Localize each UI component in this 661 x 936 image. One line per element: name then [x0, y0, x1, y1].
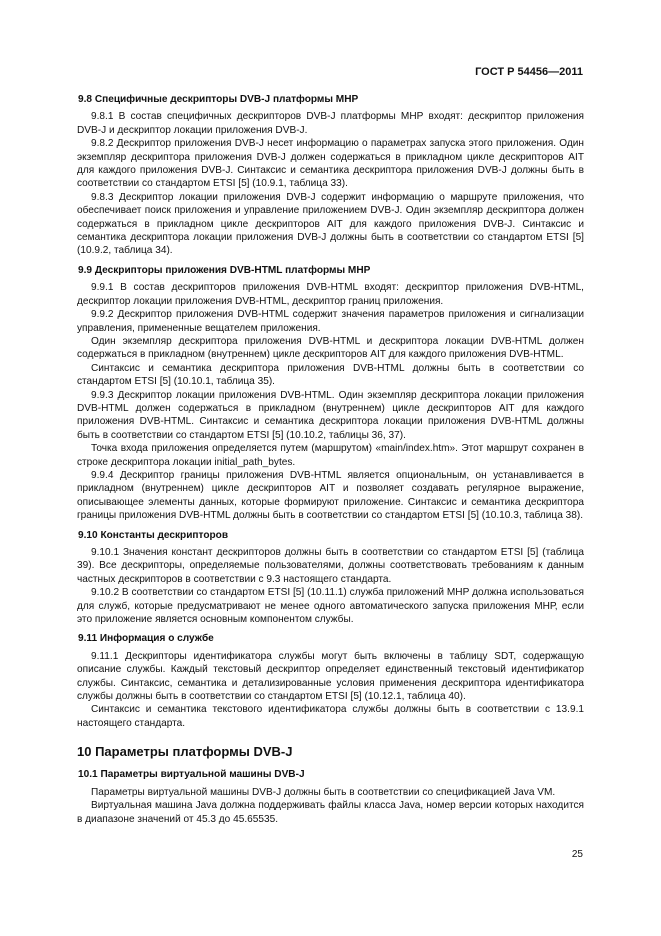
- paragraph: 9.9.1 В состав дескрипторов приложения DVB-HTML входят: дескриптор приложения DVB-HTML, дескриптор локации приложения DVB-HTML, дескриптор границ приложения.: [77, 282, 584, 307]
- subsection-heading: 9.9 Дескрипторы приложения DVB-HTML платформы МНР: [78, 264, 371, 276]
- subsection-heading: 9.10 Константы дескрипторов: [78, 529, 229, 541]
- paragraph: Синтаксис и семантика текстового идентификатора службы должны быть в соответствии с 13.9.1 настоящего стандарта.: [77, 704, 584, 729]
- subsection-heading: 9.11 Информация о службе: [78, 633, 214, 645]
- subsection-heading: 10.1 Параметры виртуальной машины DVB-J: [78, 769, 305, 781]
- section-heading: 10 Параметры платформы DVB-J: [77, 744, 293, 760]
- paragraph: 9.11.1 Дескрипторы идентификатора службы могут быть включены в таблицу SDT, содержащую описание службы. Каждый текстовый дескриптор определяет единственный текстовый идентификатор службы. Синтаксис, семантика и детализированные условия применения дескриптора идентификатора службы должны быть в соответствии со стандартом ETSI [5] (10.12.1, таблица 40).: [77, 650, 584, 703]
- paragraph: Синтаксис и семантика дескриптора приложения DVB-HTML должны быть в соответствии со стандартом ETSI [5] (10.10.1, таблица 35).: [77, 362, 584, 388]
- subsection-heading: 9.8 Специфичные дескрипторы DVB-J платформы МНР: [78, 94, 359, 105]
- paragraph: 9.8.2 Дескриптор приложения DVB-J несет информацию о параметрах запуска этого приложения. Один экземпляр дескриптора приложения DVB-J должен содержаться в прикладном цикле дескрипторов AIT для каждого приложения DVB-J. Синтаксис и семантика дескриптора приложения DVB-J должны быть в соответствии со стандартом ETSI [5] (10.9.1, таблица 33).: [77, 138, 584, 190]
- paragraph: 9.9.2 Дескриптор приложения DVB-HTML содержит значения параметров приложения и сигнализации управления, примененные вещателем приложения.: [77, 309, 584, 334]
- document-body: [77, 93, 584, 826]
- paragraph: Точка входа приложения определяется путем (маршрутом) «main/index.htm». Этот маршрут сохранен в строке дескриптора локации initial_path_bytes.: [77, 443, 584, 468]
- paragraph: 9.9.4 Дескриптор границы приложения DVB-HTML является опциональным, он устанавливается в прикладном (внутреннем) цикле дескрипторов AIT и позволяет создавать регулярное выражение, описывающее элементы данных, которые формируют приложение. Синтаксис и семантика дескриптора границы приложения DVB-HTML должны быть в соответствии со стандартом ETSI [5] (10.10.3, таблица 38).: [77, 469, 584, 522]
- page-number: 25: [571, 849, 583, 860]
- paragraph: Один экземпляр дескриптора приложения DVB-HTML и дескриптора локации DVB-HTML должен содержаться в прикладном (внутреннем) цикле дескрипторов AIT для каждого приложения DVB-HTML.: [77, 335, 584, 361]
- paragraph: 9.8.3 Дескриптор локации приложения DVB-J содержит информацию о маршруте приложения, что обеспечивает поиск приложения и управление приложением DVB-J. Один экземпляр дескриптора должен содержаться в прикладном цикле дескрипторов AIT для каждого приложения DVB-J. Синтаксис и семантика дескриптора локации приложения DVB-J должны быть в соответствии со стандартом ETSI [5] (10.9.2, таблица 34).: [77, 191, 584, 257]
- paragraph: 9.8.1 В состав специфичных дескрипторов DVB-J платформы МНР входят: дескриптор приложения DVB-J и дескриптор локации приложения DVB-J.: [77, 111, 584, 136]
- paragraph: Параметры виртуальной машины DVB-J должны быть в соответствии со спецификацией Java VM.: [91, 786, 556, 798]
- document-standard-id: ГОСТ Р 54456—2011: [475, 66, 583, 78]
- paragraph: 9.9.3 Дескриптор локации приложения DVB-HTML. Один экземпляр дескриптора локации приложения DVB-HTML должен содержаться в прикладном (внутреннем) цикле дескрипторов AIT для каждого приложения DVB-HTML. Синтаксис и семантика дескриптора локации приложения DVB-HTML должны быть в соответствии со стандартом ETSI [5] (10.10.2, таблицы 36, 37).: [77, 389, 584, 441]
- paragraph: 9.10.1 Значения констант дескрипторов должны быть в соответствии со стандартом ETSI [5] (таблица 39). Все дескрипторы, определяемые пользователями, должны соответствовать требованиям к данным частных дескрипторов в соответствии с 9.3 настоящего стандарта.: [77, 547, 584, 585]
- paragraph: Виртуальная машина Java должна поддерживать файлы класса Java, номер версии которых находится в диапазоне значений от 45.3 до 45.65535.: [77, 800, 584, 825]
- paragraph: 9.10.2 В соответствии со стандартом ETSI [5] (10.11.1) служба приложений МНР должна использоваться для служб, которые предусматривают не менее одного автоматического запуска приложения МНР, если это приложение является основным компонентом службы.: [77, 587, 584, 626]
